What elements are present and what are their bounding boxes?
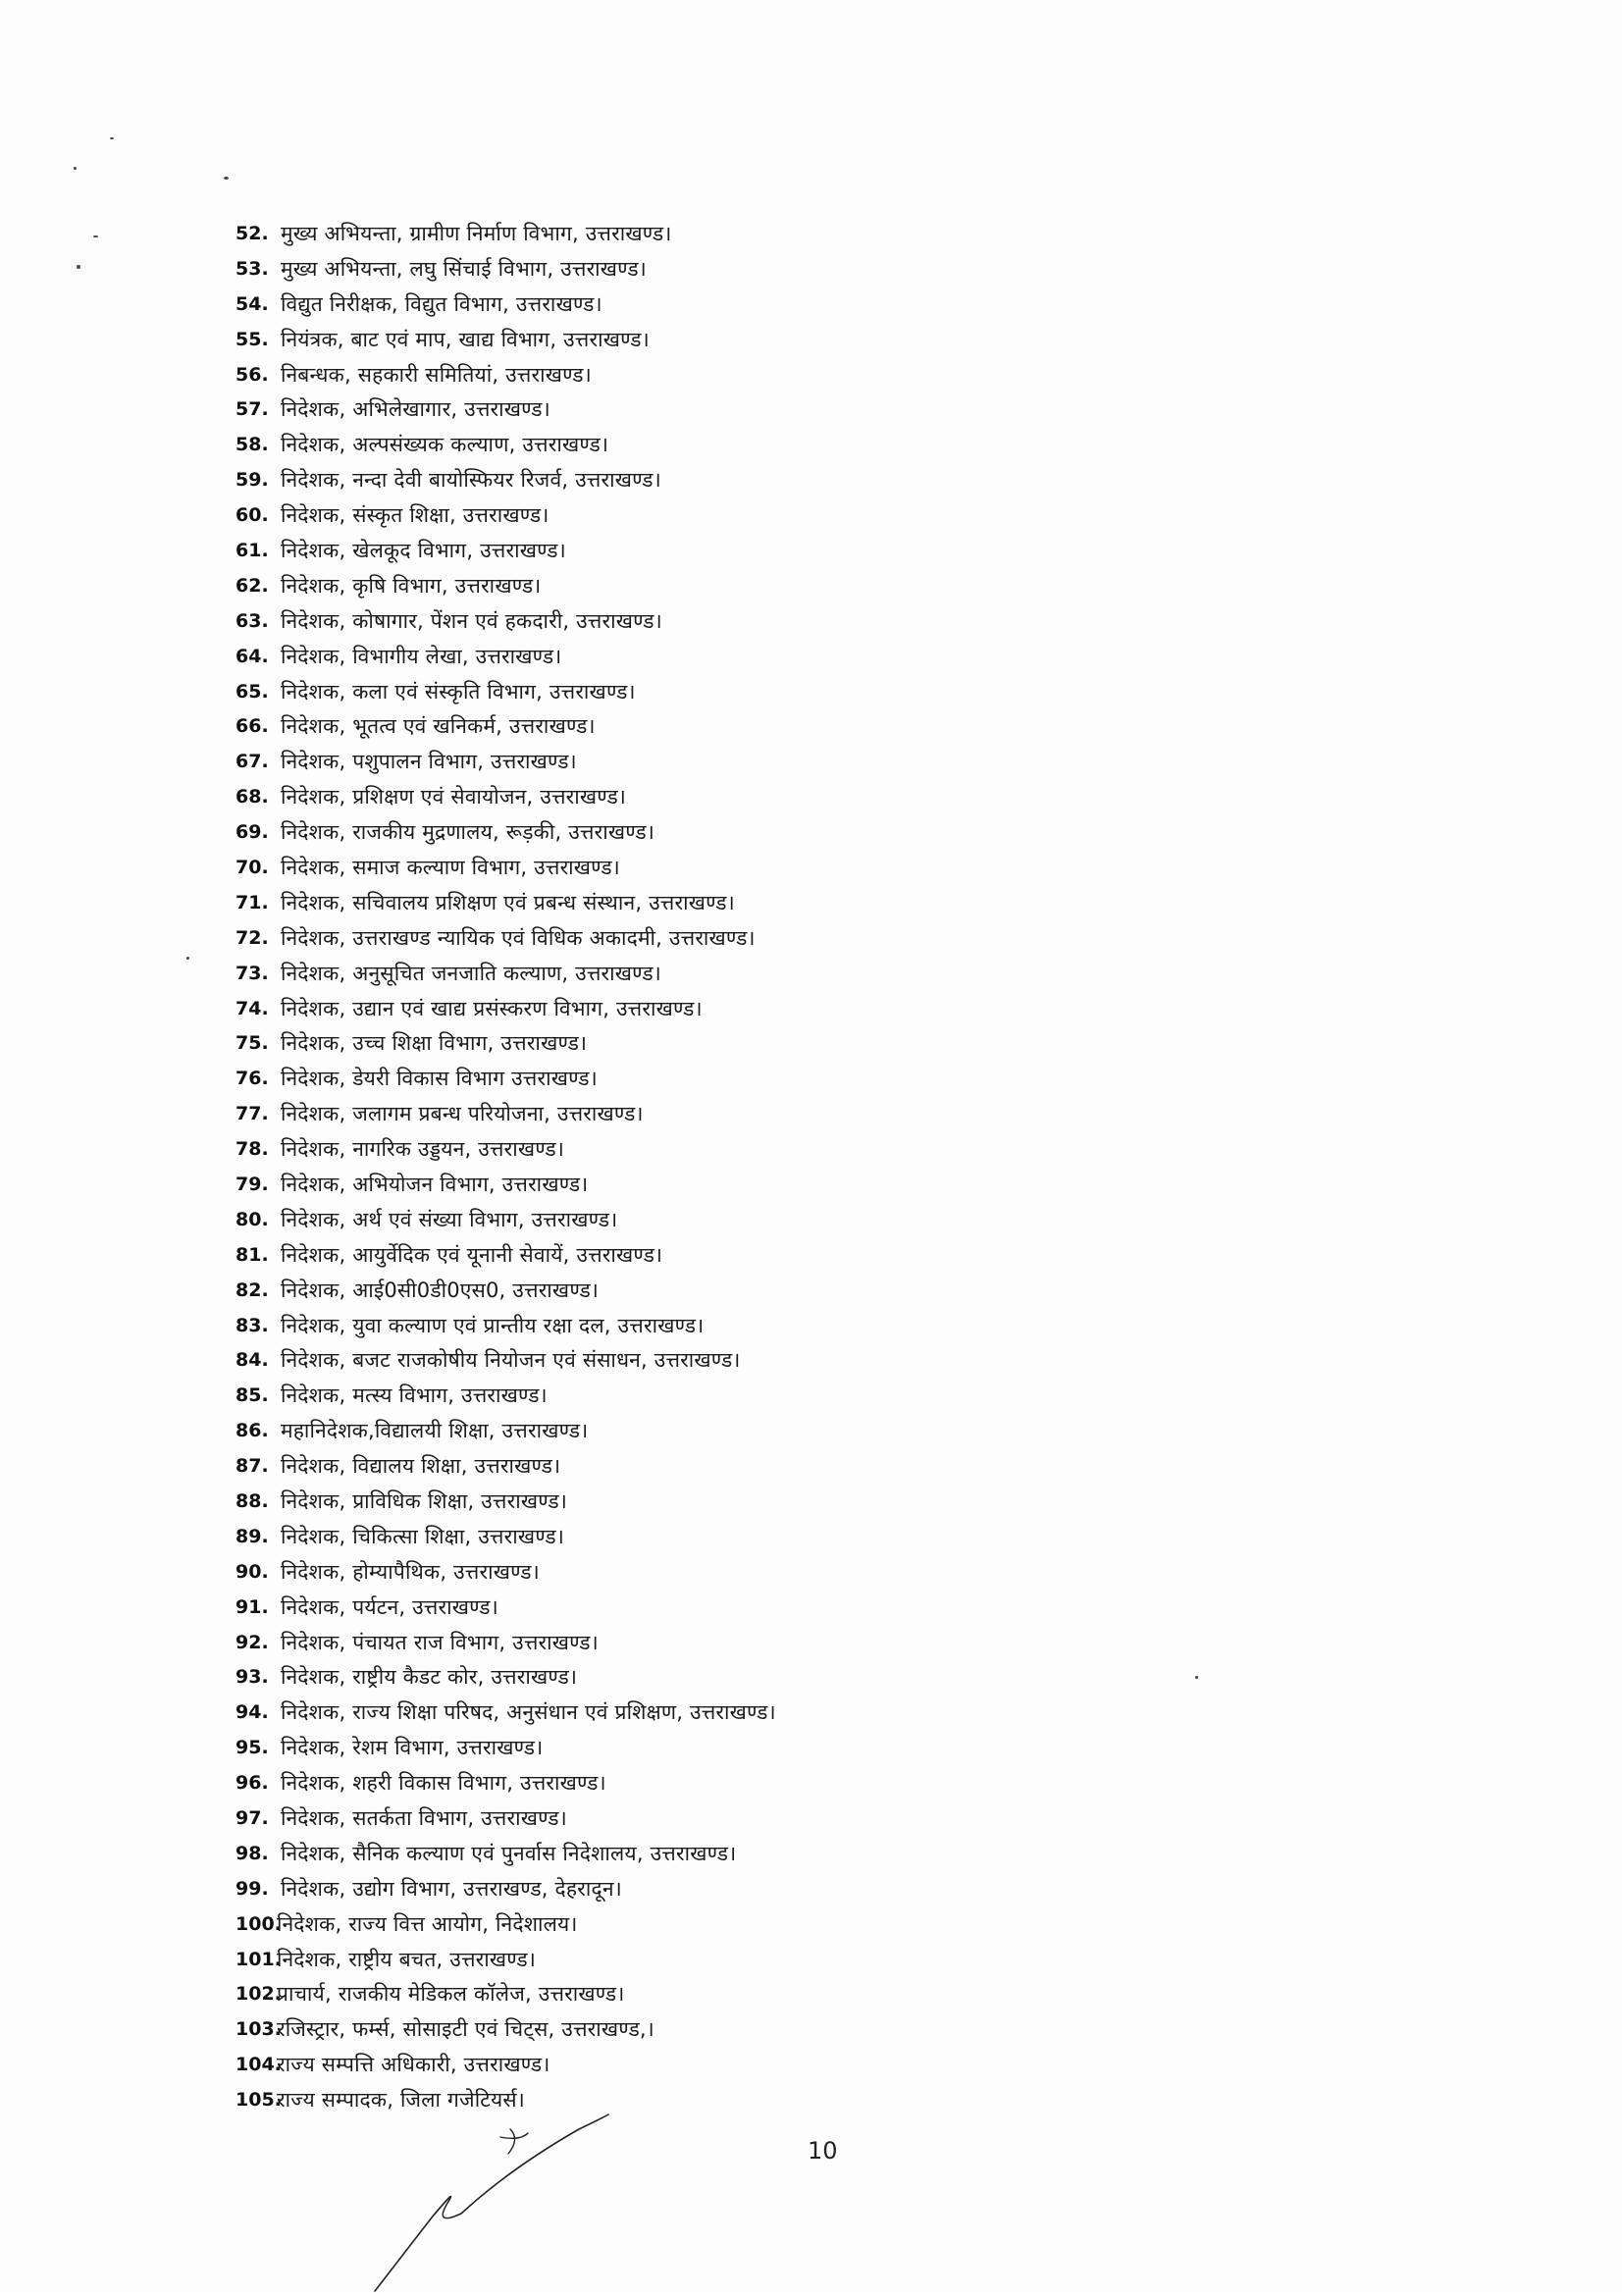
directory-list: [235, 216, 776, 2117]
list-item: [235, 779, 776, 814]
item-text: निदेशक, उद्योग विभाग, उत्तराखण्ड, देहरादून।: [281, 1876, 622, 1901]
item-number: 82.: [235, 1278, 269, 1301]
list-item: [235, 639, 776, 674]
item-text: निदेशक, पंचायत राज विभाग, उत्तराखण्ड।: [281, 1630, 599, 1654]
page-number: 10: [808, 2137, 838, 2165]
item-number: 100.: [235, 1912, 282, 1935]
list-item: [235, 1061, 776, 1096]
list-item: [235, 391, 776, 427]
item-text: निदेशक, प्राविधिक शिक्षा, उत्तराखण्ड।: [281, 1489, 568, 1513]
scan-speck: [77, 265, 80, 269]
item-number: 104.: [235, 2054, 282, 2076]
list-item: [235, 2011, 776, 2047]
item-text: निदेशक, जलागम प्रबन्ध परियोजना, उत्तराखण्ड।: [281, 1102, 644, 1126]
list-item: [235, 357, 776, 392]
item-number: 102.: [235, 1983, 282, 2006]
list-item: [235, 814, 776, 850]
list-item: [235, 1202, 776, 1237]
list-item: [235, 533, 776, 568]
item-text: प्राचार्य, राजकीय मेडिकल कॉलेज, उत्तराखण्ड।: [277, 1982, 625, 2007]
scan-speck: [186, 957, 189, 960]
list-item: [235, 744, 776, 779]
item-text: महानिदेशक,विद्यालयी शिक्षा, उत्तराखण्ड।: [281, 1419, 589, 1443]
list-item: [235, 1554, 776, 1590]
item-number: 96.: [235, 1772, 269, 1795]
item-number: 61.: [235, 539, 269, 561]
item-text: निदेशक, उच्च शिक्षा विभाग, उत्तराखण्ड।: [281, 1031, 588, 1056]
item-text: रजिस्ट्रार, फर्म्स, सोसाइटी एवं चिट्स, उत्तराखण्ड,।: [277, 2017, 654, 2042]
list-item: [235, 1695, 776, 1730]
item-number: 54.: [235, 292, 269, 315]
item-number: 62.: [235, 574, 269, 597]
list-item: [235, 674, 776, 709]
item-number: 97.: [235, 1807, 269, 1830]
list-item: [235, 1660, 776, 1696]
item-number: 68.: [235, 786, 269, 809]
item-text: मुख्य अभियन्ता, ग्रामीण निर्माण विभाग, उत्तराखण्ड।: [281, 221, 672, 245]
item-number: 94.: [235, 1701, 269, 1724]
list-item: [235, 1308, 776, 1343]
item-text: निदेशक, राष्ट्रीय बचत, उत्तराखण्ड।: [277, 1947, 537, 1971]
item-text: निदेशक, अल्पसंख्यक कल्याण, उत्तराखण्ड।: [281, 433, 609, 457]
item-number: 65.: [235, 680, 269, 703]
item-number: 99.: [235, 1877, 269, 1900]
list-item: [235, 1273, 776, 1308]
item-text: निदेशक, अभियोजन विभाग, उत्तराखण्ड।: [281, 1172, 589, 1196]
item-number: 56.: [235, 363, 269, 386]
list-item: [235, 1625, 776, 1660]
item-text: राज्य सम्पादक, जिला गजेटियर्स।: [277, 2088, 525, 2113]
list-item: [235, 2047, 776, 2082]
list-item: [235, 1836, 776, 1871]
item-number: 53.: [235, 257, 269, 280]
item-text: निदेशक, खेलकूद विभाग, उत्तराखण्ड।: [281, 538, 566, 562]
list-item: [235, 1590, 776, 1625]
list-item: [235, 1167, 776, 1202]
item-number: 85.: [235, 1384, 269, 1407]
signature-mark: [363, 2110, 657, 2296]
item-number: 64.: [235, 645, 269, 667]
scan-speck: [1195, 1676, 1198, 1679]
item-text: निदेशक, बजट राजकोषीय नियोजन एवं संसाधन, उत्तराखण्ड।: [281, 1348, 741, 1373]
item-number: 77.: [235, 1103, 269, 1125]
scan-speck: [224, 177, 229, 180]
list-item: [235, 1800, 776, 1836]
item-text: निदेशक, उद्यान एवं खाद्य प्रसंस्करण विभाग, उत्तराखण्ड।: [281, 996, 703, 1020]
item-text: निदेशक, डेयरी विकास विभाग उत्तराखण्ड।: [281, 1067, 598, 1091]
scan-speck: [74, 167, 77, 170]
item-text: निदेशक, पशुपालन विभाग, उत्तराखण्ड।: [281, 750, 577, 774]
item-number: 84.: [235, 1349, 269, 1372]
list-item: [235, 1730, 776, 1765]
list-item: [235, 1519, 776, 1554]
item-text: निदेशक, आयुर्वेदिक एवं यूनानी सेवायें, उत्तराखण्ड।: [281, 1242, 663, 1267]
item-text: निदेशक, राज्य वित्त आयोग, निदेशालय।: [277, 1911, 578, 1936]
item-number: 79.: [235, 1173, 269, 1195]
item-number: 90.: [235, 1560, 269, 1583]
item-text: निदेशक, नन्दा देवी बायोस्फियर रिजर्व, उत्तराखण्ड।: [281, 468, 661, 493]
list-item: [235, 1942, 776, 1977]
item-number: 58.: [235, 434, 269, 456]
item-number: 91.: [235, 1595, 269, 1618]
item-number: 59.: [235, 469, 269, 492]
item-text: निदेशक, शहरी विकास विभाग, उत्तराखण्ड।: [281, 1771, 606, 1796]
item-text: निदेशक, संस्कृत शिक्षा, उत्तराखण्ड।: [281, 503, 549, 528]
list-item: [235, 251, 776, 287]
item-number: 67.: [235, 751, 269, 773]
item-number: 63.: [235, 609, 269, 632]
item-number: 69.: [235, 821, 269, 844]
item-text: निबन्धक, सहकारी समितियां, उत्तराखण्ड।: [281, 362, 592, 387]
item-text: निदेशक, उत्तराखण्ड न्यायिक एवं विधिक अकादमी, उत्तराखण्ड।: [281, 925, 756, 950]
item-number: 101.: [235, 1948, 282, 1970]
item-number: 92.: [235, 1631, 269, 1653]
list-item: [235, 1977, 776, 2012]
item-text: निदेशक, विद्यालय शिक्षा, उत्तराखण्ड।: [281, 1454, 561, 1479]
item-number: 55.: [235, 328, 269, 350]
list-item: [235, 991, 776, 1026]
item-number: 60.: [235, 504, 269, 527]
item-text: निदेशक, कृषि विभाग, उत्तराखण्ड।: [281, 573, 542, 598]
item-number: 73.: [235, 962, 269, 984]
item-text: निदेशक, नागरिक उड्डयन, उत्तराखण्ड।: [281, 1137, 565, 1162]
list-item: [235, 1343, 776, 1379]
item-number: 76.: [235, 1068, 269, 1090]
item-number: 81.: [235, 1243, 269, 1266]
item-text: निदेशक, सैनिक कल्याण एवं पुनर्वास निदेशालय, उत्तराखण्ड।: [281, 1841, 737, 1865]
item-number: 80.: [235, 1208, 269, 1230]
list-item: [235, 850, 776, 885]
list-item: [235, 1765, 776, 1800]
list-item: [235, 1484, 776, 1519]
list-item: [235, 956, 776, 991]
list-item: [235, 1871, 776, 1906]
item-number: 57.: [235, 398, 269, 421]
item-number: 87.: [235, 1455, 269, 1478]
item-number: 95.: [235, 1737, 269, 1759]
list-item: [235, 1025, 776, 1061]
list-item: [235, 462, 776, 497]
list-item: [235, 920, 776, 956]
item-number: 103.: [235, 2018, 282, 2041]
item-number: 71.: [235, 891, 269, 913]
item-text: निदेशक, युवा कल्याण एवं प्रान्तीय रक्षा दल, उत्तराखण्ड।: [281, 1313, 705, 1337]
item-text: निदेशक, अनुसूचित जनजाति कल्याण, उत्तराखण्ड।: [281, 961, 661, 985]
list-item: [235, 1237, 776, 1273]
list-item: [235, 497, 776, 533]
item-text: निदेशक, भूतत्व एवं खनिकर्म, उत्तराखण्ड।: [281, 714, 596, 739]
item-number: 88.: [235, 1490, 269, 1512]
item-number: 74.: [235, 997, 269, 1019]
list-item: [235, 568, 776, 603]
item-number: 98.: [235, 1842, 269, 1864]
list-item: [235, 1448, 776, 1484]
item-number: 86.: [235, 1420, 269, 1442]
list-item: [235, 1906, 776, 1942]
item-number: 89.: [235, 1525, 269, 1547]
item-number: 70.: [235, 856, 269, 878]
list-item: [235, 1096, 776, 1131]
item-number: 78.: [235, 1138, 269, 1161]
list-item: [235, 1131, 776, 1167]
item-text: निदेशक, समाज कल्याण विभाग, उत्तराखण्ड।: [281, 855, 620, 879]
item-text: मुख्य अभियन्ता, लघु सिंचाई विभाग, उत्तराखण्ड।: [281, 256, 647, 281]
item-text: राज्य सम्पत्ति अधिकारी, उत्तराखण्ड।: [277, 2053, 550, 2077]
scan-speck: [110, 137, 114, 139]
list-item: [235, 287, 776, 322]
item-text: निदेशक, चिकित्सा शिक्षा, उत्तराखण्ड।: [281, 1524, 565, 1548]
item-text: निदेशक, कोषागार, पेंशन एवं हकदारी, उत्तराखण्ड।: [281, 608, 662, 633]
item-text: निदेशक, राजकीय मुद्रणालय, रूड़की, उत्तराखण्ड।: [281, 820, 654, 845]
list-item: [235, 1413, 776, 1448]
item-text: निदेशक, होम्यापैथिक, उत्तराखण्ड।: [281, 1559, 540, 1584]
item-text: निदेशक, अभिलेखागार, उत्तराखण्ड।: [281, 397, 550, 422]
item-number: 52.: [235, 222, 269, 244]
scan-speck: [93, 235, 98, 237]
item-text: निदेशक, सतर्कता विभाग, उत्तराखण्ड।: [281, 1806, 567, 1831]
item-text: निदेशक, सचिवालय प्रशिक्षण एवं प्रबन्ध संस्थान, उत्तराखण्ड।: [281, 890, 735, 914]
item-number: 83.: [235, 1314, 269, 1336]
item-number: 105.: [235, 2089, 282, 2112]
list-item: [235, 708, 776, 744]
item-text: नियंत्रक, बाट एवं माप, खाद्य विभाग, उत्तराखण्ड।: [281, 327, 650, 351]
item-text: निदेशक, विभागीय लेखा, उत्तराखण्ड।: [281, 644, 562, 668]
list-item: [235, 427, 776, 462]
item-text: निदेशक, आई0सी0डी0एस0, उत्तराखण्ड।: [281, 1278, 600, 1302]
list-item: [235, 216, 776, 251]
list-item: [235, 885, 776, 920]
item-text: निदेशक, पर्यटन, उत्तराखण्ड।: [281, 1594, 498, 1619]
item-text: निदेशक, प्रशिक्षण एवं सेवायोजन, उत्तराखण्ड।: [281, 785, 627, 809]
item-text: निदेशक, मत्स्य विभाग, उत्तराखण्ड।: [281, 1383, 548, 1408]
item-text: विद्युत निरीक्षक, विद्युत विभाग, उत्तराखण्ड।: [281, 291, 602, 316]
item-text: निदेशक, अर्थ एवं संख्या विभाग, उत्तराखण्ड।: [281, 1207, 618, 1231]
item-number: 75.: [235, 1032, 269, 1055]
item-number: 72.: [235, 926, 269, 949]
item-text: निदेशक, कला एवं संस्कृति विभाग, उत्तराखण्ड।: [281, 679, 636, 704]
item-text: निदेशक, राष्ट्रीय कैडट कोर, उत्तराखण्ड।: [281, 1665, 578, 1690]
list-item: [235, 603, 776, 639]
list-item: [235, 322, 776, 357]
item-number: 66.: [235, 715, 269, 738]
item-text: निदेशक, रेशम विभाग, उत्तराखण्ड।: [281, 1736, 544, 1760]
item-text: निदेशक, राज्य शिक्षा परिषद, अनुसंधान एवं प्रशिक्षण, उत्तराखण्ड।: [281, 1700, 776, 1725]
list-item: [235, 1378, 776, 1413]
item-number: 93.: [235, 1666, 269, 1689]
